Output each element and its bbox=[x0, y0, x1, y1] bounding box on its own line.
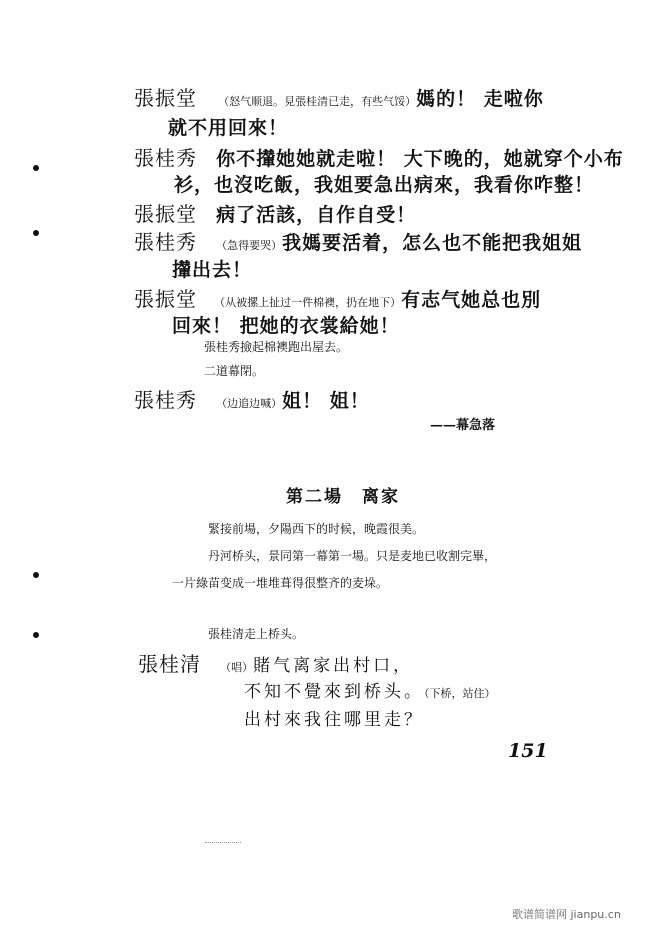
stage-direction: 張桂清走上桥头。 bbox=[208, 627, 305, 641]
dialogue-text: 病了活該，自作自受！ bbox=[216, 204, 417, 226]
dialogue-line bbox=[134, 283, 541, 312]
dialogue-line bbox=[138, 648, 413, 677]
speaker: 張桂秀 bbox=[134, 146, 197, 170]
scene-description: 一片綠苗变成一堆堆葺得很整齐的麦垛。 bbox=[172, 576, 389, 590]
dialogue-text: 有志气她总也別 bbox=[401, 289, 542, 311]
watermark: 歌谱简谱网 jianpu.cn bbox=[512, 908, 621, 921]
scene-description: 緊接前場，夕陽西下的时候，晚霞很美。 bbox=[208, 522, 425, 536]
curtain-note: ——幕急落 bbox=[430, 418, 496, 433]
lyric-line bbox=[244, 705, 424, 730]
dialogue-continuation: 回來！ 把她的衣裳給她！ bbox=[172, 315, 400, 337]
dialogue-line bbox=[134, 142, 624, 171]
dialogue-line bbox=[134, 82, 544, 111]
margin-dot bbox=[33, 572, 39, 578]
stage-direction: （边追边喊） bbox=[216, 397, 283, 410]
speaker: 張振堂 bbox=[134, 86, 197, 110]
stage-direction: （怒气顺退。見張桂清已走，有些气馁） bbox=[218, 95, 417, 108]
speaker: 張桂秀 bbox=[134, 230, 197, 254]
stage-direction: （下桥，站住） bbox=[424, 687, 496, 700]
lyric-text: 出村來我往哪里走？ bbox=[244, 710, 424, 730]
dialogue-line bbox=[134, 226, 582, 255]
scan-speck bbox=[205, 842, 241, 844]
dialogue-text: 媽的！ 走啦你 bbox=[416, 88, 544, 110]
speaker: 張振堂 bbox=[134, 287, 197, 311]
scene-description: 丹河桥头，景同第一幕第一場。只是麦地已收割完畢， bbox=[208, 549, 497, 563]
lyric-text: 賭气离家出村口， bbox=[253, 656, 414, 676]
margin-dot bbox=[33, 230, 39, 236]
stage-direction: 二道幕閉。 bbox=[204, 364, 265, 378]
dialogue-text: 姐！ 姐！ bbox=[282, 390, 370, 412]
speaker: 張桂清 bbox=[138, 652, 201, 676]
margin-dot bbox=[33, 632, 39, 638]
stage-direction: 張桂秀撿起棉襖跑出屋去。 bbox=[204, 340, 349, 354]
dialogue-line bbox=[134, 384, 370, 413]
dialogue-text: 我媽要活着，怎么也不能把我姐姐 bbox=[282, 232, 583, 254]
stage-direction: （唱） bbox=[220, 661, 254, 674]
dialogue-continuation: 攆出去！ bbox=[172, 259, 253, 281]
speaker: 張振堂 bbox=[134, 202, 197, 226]
dialogue-continuation: 就不用回來！ bbox=[168, 117, 289, 139]
stage-direction: （从被摞上扯过一件棉襖，扔在地下） bbox=[214, 296, 402, 309]
margin-dot bbox=[33, 165, 39, 171]
speaker: 張桂秀 bbox=[134, 388, 197, 412]
lyric-line bbox=[244, 677, 496, 702]
scene-title: 第二場 离家 bbox=[286, 487, 400, 507]
lyric-text: 不知不覺來到桥头。 bbox=[244, 682, 424, 702]
dialogue-continuation: 衫，也沒吃飯，我姐要急出病來，我看你咋整！ bbox=[174, 174, 595, 196]
page-number: 151 bbox=[508, 740, 548, 762]
dialogue-text: 你不攆她她就走啦！ 大下晚的，她就穿个小布 bbox=[216, 148, 624, 170]
stage-direction: （急得要哭） bbox=[216, 239, 283, 252]
dialogue-line bbox=[134, 198, 416, 227]
